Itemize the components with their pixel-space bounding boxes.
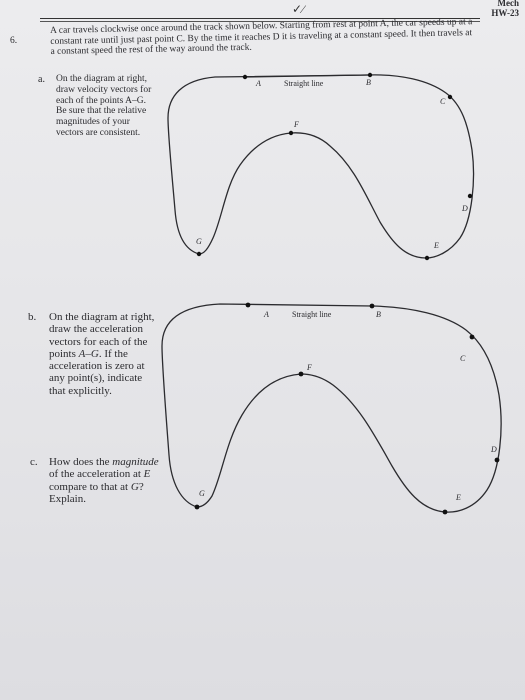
points-a bbox=[197, 73, 472, 260]
point-a-E bbox=[425, 256, 429, 260]
part-b-label: b. bbox=[28, 311, 37, 323]
handwritten-mark: ✓⁄ bbox=[292, 2, 305, 16]
label-a-C: C bbox=[440, 97, 446, 106]
point-b-G bbox=[195, 505, 200, 510]
label-b-D: D bbox=[491, 445, 497, 454]
point-a-A bbox=[243, 75, 247, 79]
label-a-F: F bbox=[294, 120, 299, 129]
label-a-E: E bbox=[434, 241, 439, 250]
label-a-B: B bbox=[366, 78, 371, 87]
point-a-F bbox=[289, 131, 293, 135]
point-a-D bbox=[468, 194, 472, 198]
label-b-C: C bbox=[460, 354, 466, 363]
point-a-C bbox=[448, 95, 452, 99]
point-b-B bbox=[370, 304, 375, 309]
label-a-straight: Straight line bbox=[284, 79, 324, 88]
label-b-F: F bbox=[307, 363, 312, 372]
point-b-A bbox=[246, 303, 251, 308]
question-text: A car travels clockwise once around the track shown below. Starting from rest at point A, the car speeds up at a constant rate until just past point C. By the time it reaches D it is traveling at a constant speed. It then travels at a constant speed the rest of the way around the track. bbox=[50, 17, 473, 57]
label-b-G: G bbox=[199, 489, 205, 498]
part-a-label: a. bbox=[38, 74, 45, 85]
part-c-text: How does the magnitude of the acceleration at E compare to that at G? Explain. bbox=[49, 456, 159, 505]
part-b-text: On the diagram at right, draw the acceleration vectors for each of the points A–G. If the acceleration is zero at any point(s), indicate that explicitly. bbox=[49, 311, 155, 397]
label-b-straight: Straight line bbox=[292, 310, 332, 319]
point-b-C bbox=[470, 335, 475, 340]
homework-label: HW-23 bbox=[491, 8, 519, 18]
point-b-D bbox=[495, 458, 500, 463]
question-number: 6. bbox=[10, 36, 18, 46]
part-c-label: c. bbox=[30, 456, 38, 468]
label-a-D: D bbox=[462, 204, 468, 213]
points-b bbox=[195, 303, 500, 515]
label-b-A: A bbox=[264, 310, 269, 319]
track-path-b bbox=[162, 304, 501, 512]
point-a-B bbox=[368, 73, 372, 77]
label-b-B: B bbox=[376, 310, 381, 319]
point-b-F bbox=[299, 372, 304, 377]
course-label: Mech bbox=[497, 0, 519, 8]
point-a-G bbox=[197, 252, 201, 256]
point-b-E bbox=[443, 510, 448, 515]
part-a-text: On the diagram at right, draw velocity vectors for each of the points A–G. Be sure that the relative magnitudes of your vectors are consistent. bbox=[56, 74, 152, 138]
track-path-a bbox=[168, 75, 474, 258]
label-a-A: A bbox=[256, 79, 261, 88]
label-a-G: G bbox=[196, 237, 202, 246]
label-b-E: E bbox=[456, 493, 461, 502]
